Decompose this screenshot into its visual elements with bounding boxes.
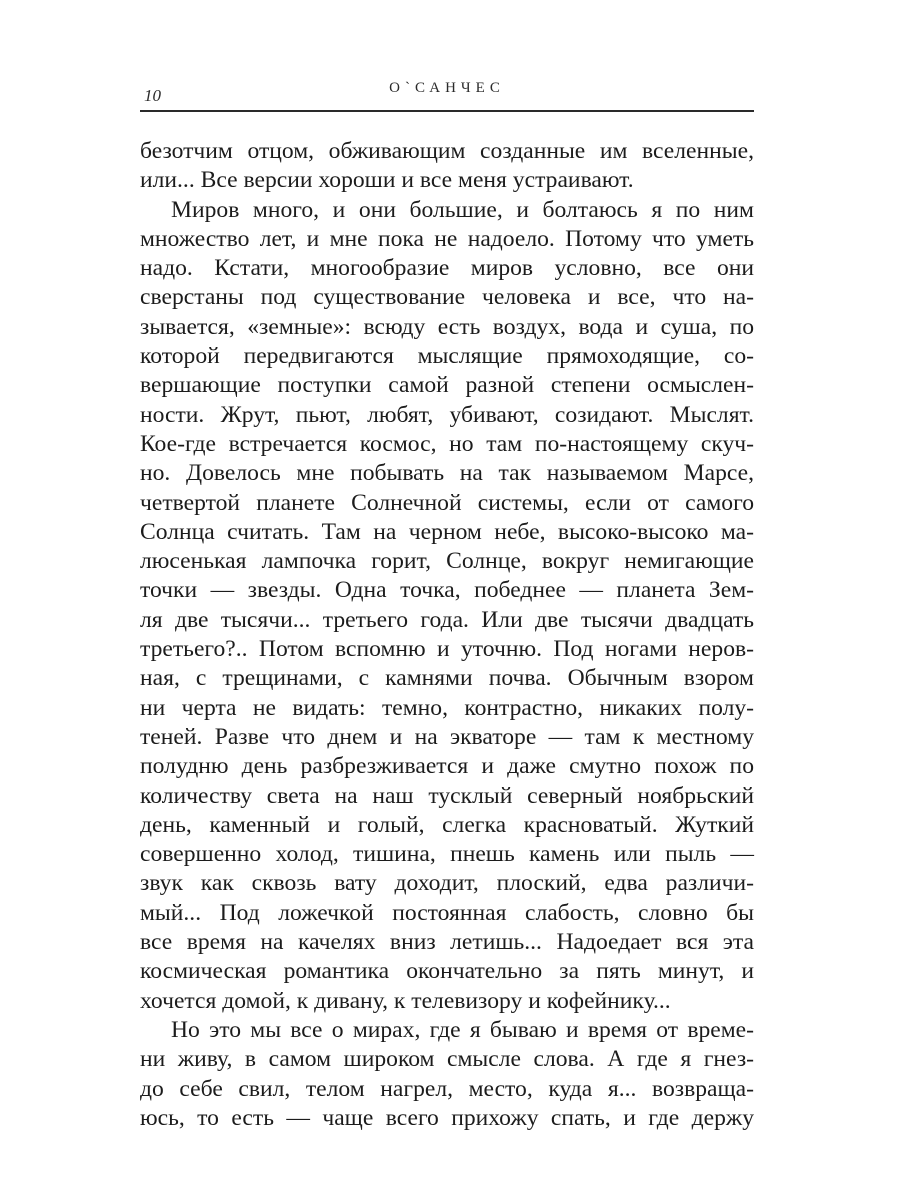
- text-line: Миров много, и они большие, и болтаюсь я по ним: [171, 196, 754, 223]
- text-line: ни черта не видать: темно, контрастно, никаких полу-: [140, 694, 754, 721]
- text-line: ности. Жрут, пьют, любят, убивают, созидают. Мыслят.: [140, 401, 754, 428]
- text-line: вершающие поступки самой разной степени осмыслен-: [140, 372, 754, 399]
- text-line: количеству света на наш тусклый северный ноябрьский: [140, 782, 754, 809]
- text-line: ля две тысячи... третьего года. Или две тысячи двадцать: [140, 606, 754, 633]
- text-line: зывается, «земные»: всюду есть воздух, вода и суша, по: [140, 313, 754, 340]
- running-title: О`САНЧЕС: [389, 80, 505, 96]
- text-line: мый... Под ложечкой постоянная слабость, словно бы: [140, 899, 754, 926]
- text-line: ни живу, в самом широком смысле слова. А где я гнез-: [140, 1046, 754, 1073]
- text-line: но. Довелось мне побывать на так называемом Марсе,: [140, 460, 754, 487]
- text-line: совершенно холод, тишина, пнешь камень или пыль —: [140, 841, 754, 868]
- text-line: или... Все версии хороши и все меня устраивают.: [140, 167, 634, 194]
- header-rule: [140, 110, 754, 112]
- text-line: до себе свил, телом нагрел, место, куда я... возвраща-: [140, 1075, 754, 1102]
- text-line: множество лет, и мне пока не надоело. Потому что уметь: [140, 225, 754, 252]
- running-head: [140, 78, 754, 108]
- page-number: 10: [144, 86, 161, 105]
- text-line: полудню день разбрезживается и даже смутно похож по: [140, 753, 754, 780]
- text-line: все время на качелях вниз летишь... Надоедает вся эта: [140, 929, 754, 956]
- text-line: Но это мы все о мирах, где я бываю и время от време-: [171, 1016, 754, 1043]
- text-line: Солнца считать. Там на черном небе, высоко-высоко ма-: [140, 518, 754, 545]
- text-line: звук как сквозь вату доходит, плоский, едва различи-: [140, 870, 754, 897]
- text-line: надо. Кстати, многообразие миров условно, все они: [140, 255, 754, 282]
- text-line: теней. Разве что днем и на экваторе — там к местному: [140, 723, 754, 750]
- text-line: ная, с трещинами, с камнями почва. Обычным взором: [140, 665, 754, 692]
- text-line: юсь, то есть — чаще всего прихожу спать, и где держу: [140, 1104, 754, 1131]
- text-line: космическая романтика окончательно за пять минут, и: [140, 958, 754, 985]
- text-line: безотчим отцом, обживающим созданные им вселенные,: [140, 138, 754, 164]
- text-line: точки — звезды. Одна точка, победнее — планета Зем-: [140, 577, 754, 604]
- text-line: третьего?.. Потом вспомню и уточню. Под ногами неров-: [140, 636, 754, 663]
- text-line: хочется домой, к дивану, к телевизору и кофейнику...: [140, 987, 671, 1014]
- text-line: сверстаны под существование человека и все, что на-: [140, 284, 754, 311]
- text-line: люсенькая лампочка горит, Солнце, вокруг немигающие: [140, 548, 754, 575]
- text-line: Кое-где встречается космос, но там по-настоящему скуч-: [140, 430, 754, 457]
- body-text: [140, 137, 754, 1133]
- text-line: которой передвигаются мыслящие прямоходящие, со-: [140, 343, 754, 370]
- text-line: четвертой планете Солнечной системы, если от самого: [140, 489, 754, 516]
- text-line: день, каменный и голый, слегка красноватый. Жуткий: [140, 811, 754, 838]
